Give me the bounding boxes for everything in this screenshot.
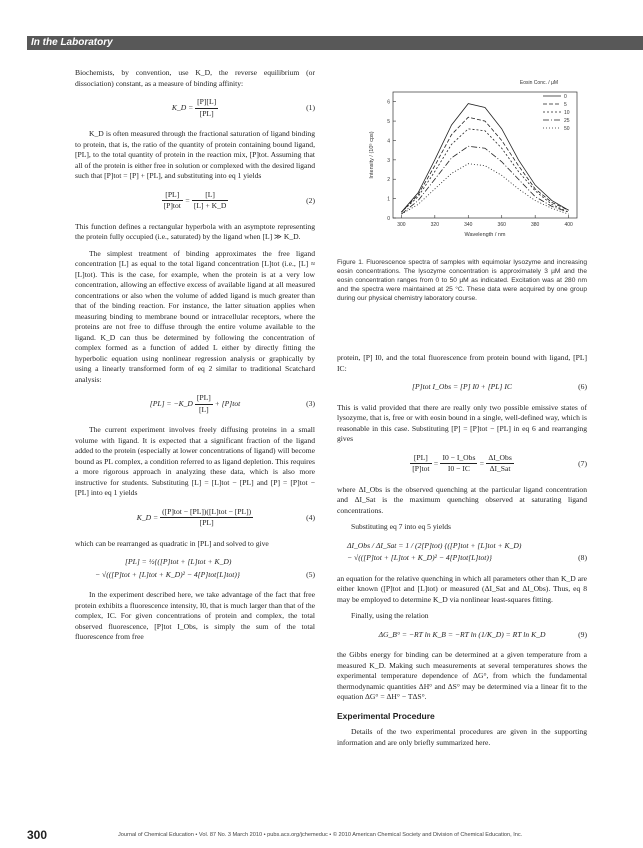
- chart-axes: [368, 92, 577, 238]
- paragraph: an equation for the relative quenching in which all parameters other than K_D are either known ([P]tot and [L]tot) or measured (ΔI_Sat and ΔI_Obs). Thus, eq 8 may be employed to determine K_D via nonlinear least-squares fitting.: [337, 573, 587, 604]
- y-tick-label: 3: [387, 157, 390, 164]
- paragraph: where ΔI_Obs is the observed quenching at the particular ligand concentration and ΔI_Sat is the maximum quenching observed at saturating ligand concentrations.: [337, 484, 587, 515]
- paragraph: which can be rearranged as quadratic in [PL] and solved to give: [75, 538, 269, 548]
- x-tick-label: 400: [564, 222, 573, 228]
- equation-7: $\frac{[PL]}{\text{[P]tot}}$ = $\frac{\text{I0 − I\_Obs}}{I0 - IC}$ = $\frac{\text{ΔI\_Obs}}{\text{ΔI\_Sat}}$ (7): [412, 452, 587, 473]
- paragraph: In the experiment described here, we take advantage of the fact that free protein exhibits a fluorescence intensity, I0, that is much larger than that of the complex, IC. For given concentrations of protein and complex, the total observed fluorescence, [P]tot I_Obs, is simply the sum of the total fluorescence from free: [75, 590, 315, 641]
- legend-label: 25: [564, 118, 570, 124]
- figure-caption: Figure 1. Fluorescence spectra of samples with equimolar lysozyme and increasing eosin concentrations. The lysozyme concentration is approximately 3 µM and the eosin concentration ranges from 0 to 50 µM as indicated. Excitation was at 280 nm and the spectra were maintained at 25 °C. These data were acquired by one group during our physical chemistry laboratory course.: [337, 259, 587, 302]
- eq7-d2: I0 − IC: [447, 464, 470, 473]
- paragraph: the Gibbs energy for binding can be determined at a given temperature from a measured K_D. Making such measurements at several temperatures shows the experimental temperature dependence of ΔG°, from which the fundamental thermodynamic quantities ΔH° and ΔS° may be determined via a linear fit to the equation ΔG° = ΔH° − TΔS°.: [337, 650, 587, 701]
- paragraph: The simplest treatment of binding approximates the free ligand concentration [L] as equal to the total ligand concentration [L]tot (i.e., [L] ≈ [L]tot). This is the case, for example, when the protein is at a very low concentration, allowing an effective excess of available ligand at all measured concentrations or also when the volume of added ligand is much greater than that of the binding reaction. For instance, the latter situation applies when measuring binding to membrane bound or intracellular receptors, where the proteins are not free to diffuse through the entire volume available to the ligand. K_D can thus be determined by following the concentration of complex formed as a function of added L either by directly fitting the hyperbolic equation using nonlinear regression analysis or graphically by using a linearly transformed form of eq 2 similar to traditional Scatchard analysis:: [75, 248, 315, 384]
- eq7-frac1: [410, 453, 431, 475]
- section-title: In the Laboratory: [31, 37, 113, 48]
- y-tick-label: 4: [387, 138, 390, 145]
- eq2-rhs-fraction: [192, 190, 229, 212]
- eq3-fraction: [195, 393, 213, 415]
- y-tick-label: 6: [387, 99, 390, 106]
- fluorescence-chart: [365, 78, 585, 248]
- eq7-n3: ΔI_Obs: [486, 453, 513, 465]
- legend-label: 50: [564, 126, 570, 132]
- eq7-label: (7): [578, 458, 587, 468]
- eq8-line2: − √(([P]tot + [L]tot + K_D)² − 4[P]tot[L]tot)}: [347, 553, 492, 562]
- eq5-label: (5): [306, 569, 315, 579]
- series-line-50: [401, 164, 568, 214]
- legend-label: 5: [564, 102, 567, 108]
- eq5-line2: − √(([P]tot + [L]tot + K_D)² − 4[P]tot[L]tot)}: [95, 569, 240, 579]
- equation-8-line1: [337, 541, 587, 552]
- equation-1: [75, 97, 315, 119]
- paragraph: protein, [P] I0, and the total fluorescence from protein bound with ligand, [PL] IC:: [337, 353, 587, 373]
- eq1-fraction: [195, 97, 218, 119]
- paragraph: Substituting eq 7 into eq 5 yields: [351, 522, 451, 531]
- eq3-tail: + [P]tot: [214, 398, 241, 408]
- eq3-label: (3): [306, 398, 315, 408]
- equation-3: [75, 393, 315, 415]
- eq6-text: [P]tot I_Obs = [P] I0 + [PL] IC: [412, 382, 512, 391]
- eq7-d1: [P]tot: [412, 464, 430, 473]
- eq8-label: (8): [578, 553, 587, 562]
- eq2-lhs-fraction: [162, 190, 183, 212]
- x-tick-label: 340: [464, 222, 473, 228]
- eq2-label: (2): [306, 195, 315, 205]
- left-column: [75, 68, 315, 649]
- eq9-text: ΔG_B° = −RT ln K_B = −RT ln (1/K_D) = RT ln K_D: [378, 629, 546, 639]
- eq7-d3: ΔI_Sat: [489, 464, 511, 473]
- x-tick-label: 360: [497, 222, 506, 228]
- section-heading: Experimental Procedure: [337, 710, 435, 721]
- chart-legend: [520, 80, 570, 132]
- eq3-num: [PL]: [195, 393, 213, 405]
- right-column: [337, 353, 587, 754]
- legend-label: 10: [564, 110, 570, 116]
- eq5-line1: [PL] = ½{([P]tot + [L]tot + K_D): [125, 557, 232, 566]
- paragraph: The current experiment involves freely diffusing proteins in a small volume with ligand. It is expected that a significant fraction of the ligand added to the protein (especially at lower concentrations of ligand) will become bound as PL complex, a condition referred to as ligand depletion. This requires a more rigorous approach in analyzing these data, which is also more instructive for students. Substituting [L] = [L]tot − [PL] and [P] = [P]tot − [PL] into eq 1 yields: [75, 425, 315, 497]
- eq3-den: [L]: [198, 404, 209, 414]
- eq2-lhs-num: [PL]: [162, 190, 183, 202]
- section-header-bar: [27, 36, 643, 50]
- y-axis-label: Intensity / (10⁵ cps): [369, 131, 375, 179]
- eq2-rhs-den: [L] + K_D: [193, 201, 227, 210]
- x-tick-label: 380: [531, 222, 540, 228]
- eq7-frac2: [440, 453, 477, 475]
- x-axis-label: Wavelength / nm: [464, 232, 506, 238]
- series-line-10: [401, 129, 568, 212]
- equation-5-line2: [75, 570, 315, 581]
- equation-6: [337, 382, 587, 393]
- paragraph: This is valid provided that there are really only two possible emissive states of lysozyme, that is, free or with eosin bound in a single, well-defined way, which is reasonable in this case. Substituting [P] = [P]tot − [PL] in eq 6 and rearranging gives: [337, 402, 587, 443]
- y-tick-label: 2: [387, 177, 390, 184]
- paragraph: Details of the two experimental procedures are given in the supporting information and are only briefly summarized here.: [337, 727, 587, 747]
- eq7-frac3: [486, 453, 513, 475]
- y-tick-label: 5: [387, 119, 390, 126]
- eq2-rhs-num: [L]: [192, 190, 229, 202]
- eq1-numerator: [P][L]: [195, 97, 218, 109]
- paragraph: This function defines a rectangular hyperbola with an asymptote representing the protein fully occupied (i.e., saturated) by the ligand when [L] ≫ K_D.: [75, 221, 315, 241]
- eq4-lhs: K_D =: [136, 512, 159, 522]
- eq4-den: [PL]: [199, 518, 214, 527]
- series-line-25: [401, 146, 568, 214]
- equation-5-line1: [75, 557, 315, 568]
- eq4-fraction: [160, 507, 253, 529]
- eq4-num: ([P]tot − [PL])([L]tot − [PL]): [160, 507, 253, 519]
- paragraph: Finally, using the relation: [351, 611, 429, 620]
- eq1-denominator: [PL]: [199, 108, 214, 118]
- equation-8-line2: [337, 553, 587, 564]
- page-number: 300: [27, 828, 48, 842]
- paragraph: Biochemists, by convention, use K_D, the reverse equilibrium (or dissociation) constant, as a measure of binding affinity:: [75, 68, 315, 88]
- x-tick-label: 320: [430, 222, 439, 228]
- paragraph: K_D is often measured through the fractional saturation of ligand binding to protein, that is, the ratio of the quantity of protein containing bound ligand, [PL], to the total quantity of protein in the reaction mix, [P]tot. Assuming that all of the protein is either free in solution or complexed with the desired ligand such that [P]tot = [P] + [PL], and substituting into eq 1 yields: [75, 129, 315, 180]
- eq7-n2: I0 − I_Obs: [440, 453, 477, 465]
- equation-9: [337, 630, 587, 641]
- figure-1: [365, 78, 585, 248]
- eq9-label: (9): [578, 629, 587, 639]
- eq7-n1: [PL]: [410, 453, 431, 465]
- y-tick-label: 1: [387, 196, 390, 203]
- eq2-lhs-den: [P]tot: [163, 201, 181, 210]
- eq6-label: (6): [578, 382, 587, 391]
- eq8-line1: ΔI_Obs / ΔI_Sat = 1 / (2[P]tot) {([P]tot + [L]tot + K_D): [347, 540, 522, 550]
- legend-label: 0: [564, 94, 567, 100]
- x-tick-label: 300: [397, 222, 406, 228]
- eq1-lhs: K_D =: [171, 102, 194, 112]
- eq4-label: (4): [306, 512, 315, 522]
- footer-citation: Journal of Chemical Education • Vol. 87 No. 3 March 2010 • pubs.acs.org/jchemeduc • © 2010 American Chemical Society and Division of Chemical Education, Inc.: [118, 832, 523, 838]
- eq3-lhs: [PL] = −K_D: [149, 398, 193, 408]
- y-tick-label: 0: [387, 216, 390, 222]
- equation-4: [75, 507, 315, 529]
- plot-frame: [393, 92, 577, 218]
- eq1-label: (1): [306, 102, 315, 112]
- legend-title: Eosin Conc. / µM: [519, 80, 559, 86]
- equation-2: $\frac{[PL]}{\text{[P]tot}}$ = $\frac{[L]}{[L] + K\_D}$ (2): [163, 189, 315, 210]
